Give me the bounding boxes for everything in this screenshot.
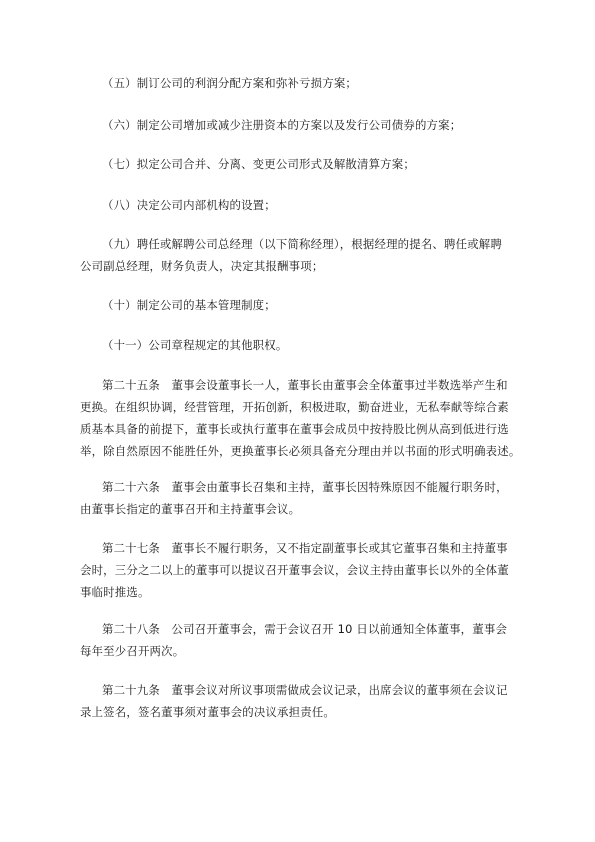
item-9-line-2: 公司副总经理，财务负责人，决定其报酬事项； bbox=[80, 259, 324, 273]
article-29-line-2: 录上签名，签名董事须对董事会的决议承担责任。 bbox=[80, 705, 335, 719]
item-9-line-1: （九）聘任或解聘公司总经理（以下简称经理），根据经理的提名、聘任或解聘 bbox=[102, 237, 502, 251]
item-6: （六）制定公司增加或减少注册资本的方案以及发行公司债券的方案； bbox=[102, 118, 462, 132]
item-7: （七）拟定公司合并、分离、变更公司形式及解散清算方案； bbox=[102, 157, 415, 171]
article-27-line-3: 事临时推选。 bbox=[80, 585, 150, 599]
article-26-line-1: 第二十六条 董事会由董事长召集和主持，董事长因特殊原因不能履行职务时， bbox=[102, 480, 508, 494]
item-11: （十一）公司章程规定的其他职权。 bbox=[102, 338, 288, 352]
article-27-line-2: 会时，三分之二以上的董事可以提议召开董事会议，会议主持由董事长以外的全体董 bbox=[80, 563, 509, 577]
article-25-line-1: 第二十五条 董事会设董事长一人，董事长由董事会全体董事过半数选举产生和 bbox=[102, 378, 508, 392]
article-25-line-4: 举，除自然原因不能胜任外，更换董事长必须具备充分理由并以书面的形式明确表述。 bbox=[80, 444, 521, 458]
article-29-line-1: 第二十九条 董事会议对所议事项需做成会议记录，出席会议的董事须在会议记 bbox=[102, 683, 508, 697]
item-5: （五）制订公司的利润分配方案和弥补亏损方案； bbox=[102, 76, 357, 90]
article-26-line-2: 由董事长指定的董事召开和主持董事会议。 bbox=[80, 502, 301, 516]
item-8: （八）决定公司内部机构的设置； bbox=[102, 198, 276, 212]
article-28-line-1: 第二十八条 公司召开董事会，需于会议召开 10 日以前通知全体董事，董事会 bbox=[102, 622, 508, 636]
article-27-line-1: 第二十七条 董事长不履行职务，又不指定副董事长或其它董事召集和主持董事 bbox=[102, 541, 508, 555]
article-28-line-2: 每年至少召开两次。 bbox=[80, 644, 185, 658]
article-25-line-2: 更换。在组织协调，经营管理，开拓创新，积极进取，勤奋进业，无私奉献等综合素 bbox=[80, 400, 509, 414]
item-10: （十）制定公司的基本管理制度； bbox=[102, 298, 276, 312]
article-25-line-3: 质基本具备的前提下，董事长或执行董事在董事会成员中按持股比例从高到低进行选 bbox=[80, 422, 509, 436]
